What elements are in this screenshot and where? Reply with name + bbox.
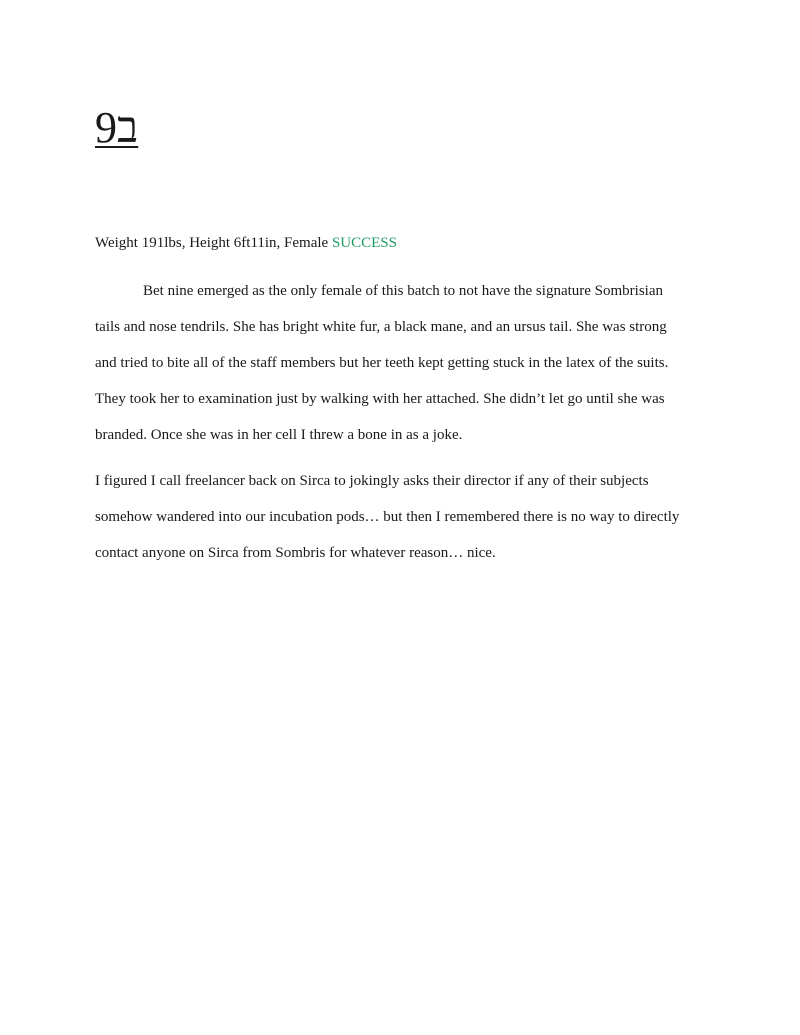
status-label: SUCCESS — [331, 235, 397, 251]
paragraph-line: I figured I call freelancer back on Sirca to jokingly asks their director if any of their subjects — [95, 473, 649, 489]
subject-stats — [95, 233, 397, 253]
paragraph-line: contact anyone on Sirca from Sombris for whatever reason… nice. — [95, 545, 496, 561]
paragraph-line: and tried to bite all of the staff members but her teeth kept getting stuck in the latex of the suits. — [95, 355, 669, 371]
paragraph-line: Bet nine emerged as the only female of this batch to not have the signature Sombrisian — [143, 283, 664, 299]
stats-text: Weight 191lbs, Height 6ft11in, Female — [95, 235, 329, 251]
paragraph-line: tails and nose tendrils. She has bright white fur, a black mane, and an ursus tail. She was strong — [95, 319, 667, 335]
paragraph-line: They took her to examination just by walking with her attached. She didn’t let go until she was — [95, 391, 665, 407]
page-title: ב9 — [95, 103, 139, 152]
paragraph-line: somehow wandered into our incubation pods… but then I remembered there is no way to directly — [95, 509, 680, 525]
paragraph-line: branded. Once she was in her cell I threw a bone in as a joke. — [95, 427, 463, 443]
